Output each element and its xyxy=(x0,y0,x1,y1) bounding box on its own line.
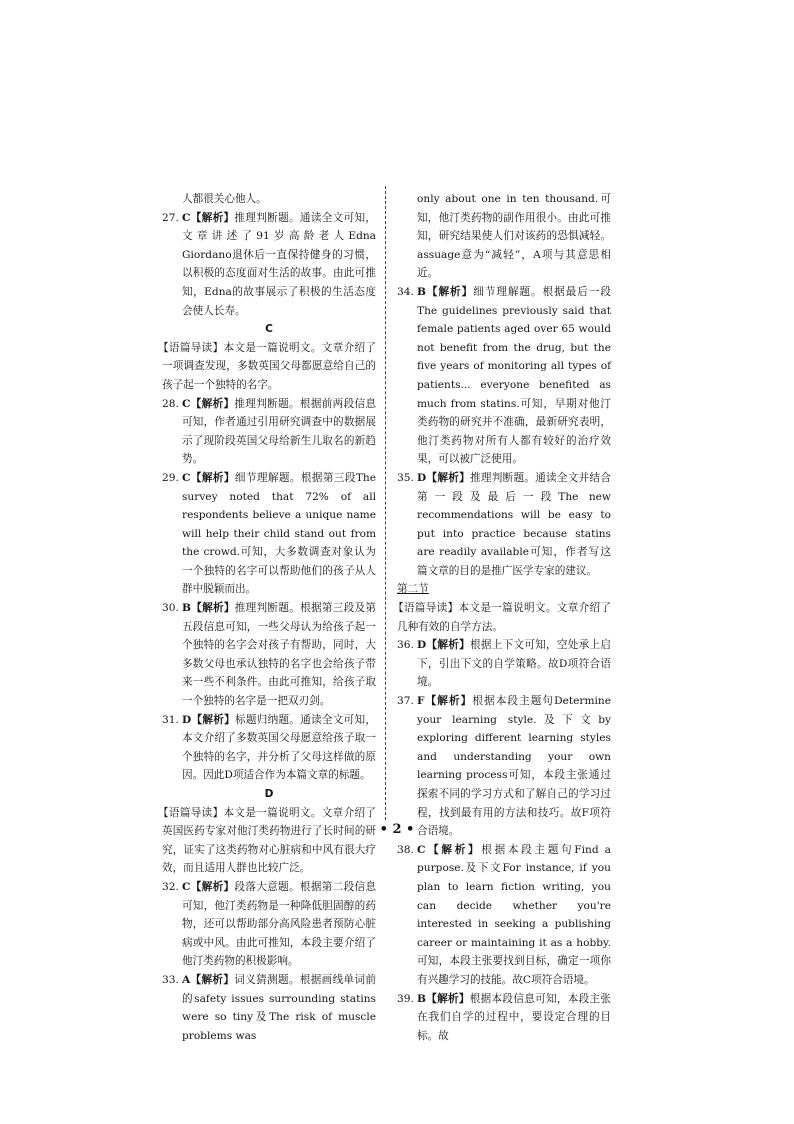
answer-item xyxy=(162,711,376,785)
answer-explanation: 根据本段主题句Find a purpose.及下文For instance, if you plan to learn fiction writing, you can decide whether you're interested in seeking a publishing career or maintaining it as a hobby.可知，本段主张要找到目标，确定一项你有兴趣学习的技能。故C项符合语境。 xyxy=(417,843,612,986)
question-number: 35. xyxy=(397,471,414,484)
page-number: • 2 • xyxy=(379,822,415,837)
section-heading: 第二节 xyxy=(397,583,429,596)
question-number: 31. xyxy=(162,713,179,726)
answer-explanation: 推理判断题。根据前两段信息可知，作者通过引用研究调查中的数据展示了现阶段英国父母给新生儿取名的新趋势。 xyxy=(182,397,376,466)
passage-guide: 【语篇导读】本文是一篇说明文。文章介绍了几种有效的自学方法。 xyxy=(393,602,611,633)
answer-item xyxy=(397,283,611,469)
right-column xyxy=(393,190,612,1045)
answer-item xyxy=(397,692,611,841)
answer-tag: D【解析】 xyxy=(182,713,235,726)
answer-item xyxy=(397,469,611,581)
question-number: 33. xyxy=(162,973,179,986)
answer-explanation: 推理判断题。根据第三段及第五段信息可知，一些父母认为给孩子起一个独特的名字会对孩子有帮助，同时，大多数父母也承认独特的名字也会给孩子带来一些不利条件。由此可推知，给孩子取一个独特的名字是一把双刃剑。 xyxy=(182,602,376,708)
answer-tag: C【解析】 xyxy=(182,397,235,410)
answer-item xyxy=(162,395,376,469)
question-number: 29. xyxy=(162,471,179,484)
answer-tag: B【解析】 xyxy=(182,602,235,615)
answer-explanation: 根据上下文可知，空处承上启下，引出下文的自学策略。故D项符合语境。 xyxy=(417,639,612,689)
answer-explanation: 推理判断题。通读全文并结合第一段及最后一段The new recommendations will be easy to put into practice because statins are readily available可知，作者写这篇文章的目的是推广医学专家的建议。 xyxy=(417,471,612,577)
question-number: 27. xyxy=(162,211,179,224)
answer-explanation: 细节理解题。根据第三段The survey noted that 72% of all respondents believe a unique name will help their child stand out from the crowd.可知，大多数调查对象认为一个独特的名字可以帮助他们的孩子从人群中脱颖而出。 xyxy=(182,471,376,596)
answer-explanation: 根据本段信息可知，本段主张在我们自学的过程中，要设定合理的目标。故 xyxy=(417,992,611,1042)
answer-item xyxy=(162,209,376,321)
answer-tag: C【解析】 xyxy=(182,471,235,484)
answer-tag: C【解析】 xyxy=(182,880,235,893)
question-number: 34. xyxy=(397,285,414,298)
section-heading: C xyxy=(265,323,273,336)
answer-item xyxy=(162,878,376,971)
question-number: 30. xyxy=(162,602,179,615)
answer-explanation: 推理判断题。通读全文可知，文章讲述了91岁高龄老人Edna Giordano退休后一直保持健身的习惯，以积极的态度面对生活的故事。由此可推知，Edna的故事展示了积极的生活态度会使人长寿。 xyxy=(182,211,376,317)
question-number: 37. xyxy=(397,695,414,708)
answer-explanation: 段落大意题。根据第二段信息可知，他汀类药物是一种降低胆固醇的药物，还可以帮助部分高风险患者预防心脏病或中风。由此可推知，本段主要介绍了他汀类药物的积极影响。 xyxy=(182,880,376,968)
continued-text: 人都很关心他人。 xyxy=(182,193,267,205)
answer-tag: A【解析】 xyxy=(182,973,235,986)
question-number: 39. xyxy=(397,992,414,1005)
passage-guide: 【语篇导读】本文是一篇说明文。文章介绍了英国医药专家对他汀类药物进行了长时间的研究，证实了这类药物对心脏病和中风有很大疗效，而且适用人群也比较广泛。 xyxy=(158,806,376,875)
answer-item xyxy=(397,636,611,692)
left-column xyxy=(158,190,377,1045)
answer-tag: D【解析】 xyxy=(417,639,470,652)
column-divider xyxy=(385,186,386,820)
answer-explanation: 标题归纳题。通读全文可知，本文介绍了多数英国父母愿意给孩子取一个独特的名字，并分析了父母这样做的原因。因此D项适合作为本篇文章的标题。 xyxy=(182,713,377,782)
answer-item xyxy=(162,469,376,599)
answer-explanation: 词义猜测题。根据画线单词前的safety issues surrounding statins were so tiny及The risk of muscle problems was xyxy=(182,973,376,1042)
question-number: 38. xyxy=(397,843,414,856)
question-number: 36. xyxy=(397,639,414,652)
answer-item xyxy=(162,971,376,1045)
answer-item xyxy=(162,599,376,711)
question-number: 32. xyxy=(162,880,179,893)
answer-tag: B【解析】 xyxy=(417,285,474,298)
answer-explanation: 细节理解题。根据最后一段The guidelines previously said that female patients aged over 65 would not benefit from the drug, but the five years of monitoring all types of patients... everyone benefited as much from statins.可知，早期对他汀类药物的研究并不准确，最新研究表明，他汀类药物对所有人都有较好的治疗效果，可以被广泛使用。 xyxy=(417,285,611,466)
answer-tag: C【解析】 xyxy=(182,211,235,224)
continued-text: only about one in ten thousand.可知，他汀类药物的副作用很小。由此可推知，研究结果使人们对该药的恐惧减轻。assuage意为“减轻”，A项与其意思相近。 xyxy=(417,193,611,280)
answer-item xyxy=(397,990,611,1046)
answer-tag: B【解析】 xyxy=(417,992,470,1005)
answer-item xyxy=(397,841,611,990)
answer-explanation: 根据本段主题句Determine your learning style.及下文by exploring different learning styles and understanding your own learning process可知，本段主张通过探索不同的学习方式和了解自己的学习过程，找到最有用的方法和技巧。故F项符合语境。 xyxy=(417,695,611,838)
answer-tag: F【解析】 xyxy=(417,695,473,708)
question-number: 28. xyxy=(162,397,179,410)
section-heading: D xyxy=(264,788,274,800)
answer-tag: C【解析】 xyxy=(417,843,482,856)
answer-tag: D【解析】 xyxy=(417,471,470,484)
passage-guide: 【语篇导读】本文是一篇说明文。文章介绍了一项调查发现，多数英国父母都愿意给自己的孩子起一个独特的名字。 xyxy=(158,341,376,391)
